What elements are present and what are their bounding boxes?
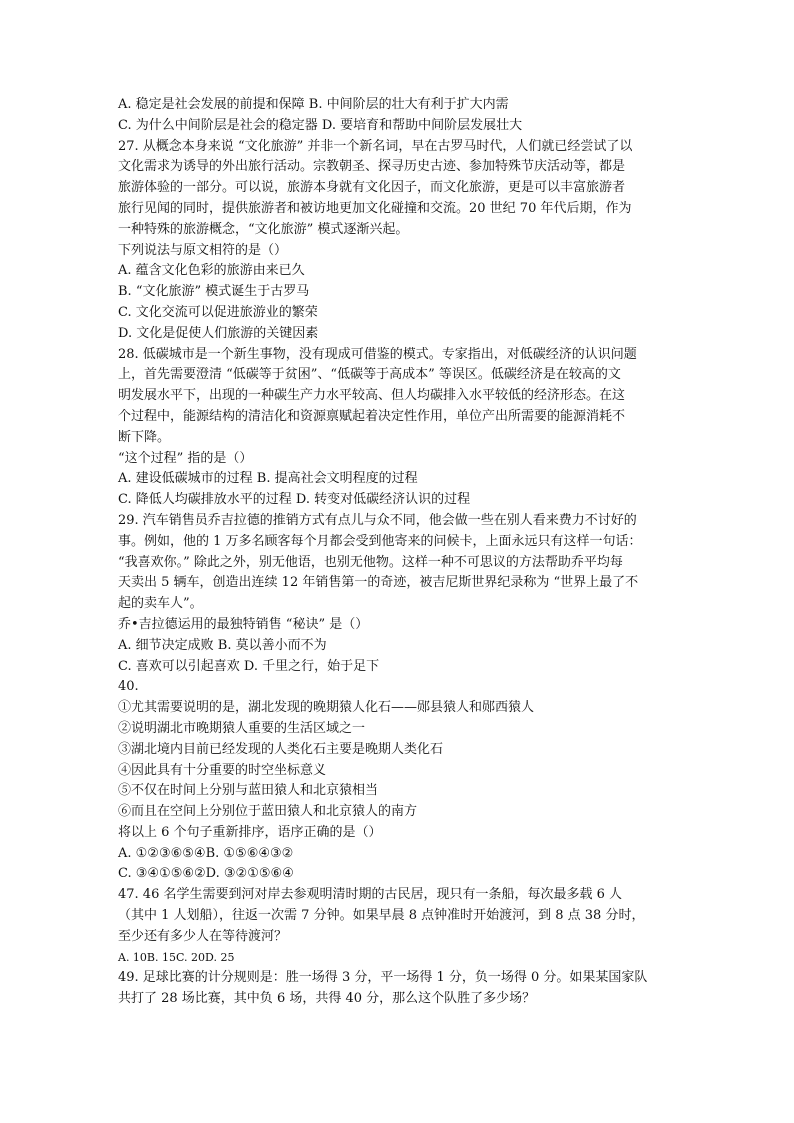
text-line: 上，首先需要澄清 “低碳等于贫困”、“低碳等于高成本” 等误区。低碳经济是在较高的文 [118,367,621,383]
text-line: 旅行见闻的同时，提供旅游者和被访地更加文化碰撞和交流。20 世纪 70 年代后期，作为 [118,200,632,216]
text-line: 天卖出 5 辆车，创造出连续 12 年销售第一的奇迹，被吉尼斯世界纪录称为 “世界上最了不 [118,575,639,591]
text-line: 明发展水平下，出现的一种碳生产力水平较高、但人均碳排入水平较低的经济形态。在这 [118,388,626,404]
text-line: C. ③④①⑤⑥②D. ③②①⑤⑥④ [118,866,294,882]
text-line: ③湖北境内目前已经发现的人类化石主要是晚期人类化石 [118,741,444,757]
text-line: 断下降。 [118,429,171,445]
text-line: “我喜欢你。” 除此之外，别无他语，也别无他物。这样一种不可思议的方法帮助乔平均每 [118,554,623,570]
text-line: （其中 1 人划船），往返一次需 7 分钟。如果早晨 8 点钟准时开始渡河，到 8 点 38 分时， [118,908,645,924]
text-line: C. 文化交流可以促进旅游业的繁荣 [118,304,318,320]
text-line: A. 稳定是社会发展的前提和保障 B. 中间阶层的壮大有利于扩大内需 [118,97,509,112]
text-line: ②说明湖北市晚期猿人重要的生活区域之一 [118,720,366,736]
document-page [118,95,678,1010]
text-line: 乔•吉拉德运用的最独特销售 “秘诀” 是（） [118,616,369,632]
text-line: A. 10B. 15C. 20D. 25 [118,950,235,964]
text-line: A. ①②③⑥⑤④B. ①⑤⑥④③② [118,845,294,861]
text-line: 27. 从概念本身来说 “文化旅游” 并非一个新名词，早在古罗马时代，人们就已经尝试了以 [118,138,633,154]
text-line: 事。例如，他的 1 万多名顾客每个月都会受到他寄来的问候卡，上面永远只有这样一句话： [118,533,642,549]
text-line: 旅游体验的一部分。可以说，旅游本身就有文化因子，而文化旅游，更是可以丰富旅游者 [118,180,626,196]
text-line: 47. 46 名学生需要到河对岸去参观明清时期的古民居，现只有一条船，每次最多载 6 人 [118,887,623,903]
text-line: 至少还有多少人在等待渡河？ [118,928,288,944]
text-line: 49. 足球比赛的计分规则是：胜一场得 3 分，平一场得 1 分，负一场得 0 分。如果某国家队 [118,970,648,986]
text-line: 共打了 28 场比赛，其中负 6 场，共得 40 分，那么这个队胜了多少场？ [118,991,536,1007]
text-line: 个过程中，能源结构的清洁化和资源禀赋起着决定性作用，单位产出所需要的能源消耗不 [118,408,626,424]
text-line: A. 建设低碳城市的过程 B. 提高社会文明程度的过程 [118,471,418,487]
text-line: 29. 汽车销售员乔吉拉德的推销方式有点儿与众不同，他会做一些在别人看来费力不讨好的 [118,512,637,528]
text-line: 文化需求为诱导的外出旅行活动。宗教朝圣、探寻历史古迹、参加特殊节庆活动等，都是 [118,159,626,175]
text-line: ①尤其需要说明的是，湖北发现的晚期猿人化石——郧县猿人和郧西猿人 [118,700,535,716]
text-line: A. 细节决定成败 B. 莫以善小而不为 [118,637,327,653]
text-line: ④因此具有十分重要的时空坐标意义 [118,762,327,778]
text-line: “这个过程” 指的是（） [118,450,253,466]
text-line: ⑤不仅在时间上分别与蓝田猿人和北京猿相当 [118,783,379,799]
text-line: A. 蕴含文化色彩的旅游由来已久 [118,263,305,279]
text-line: C. 降低人均碳排放水平的过程 D. 转变对低碳经济认识的过程 [118,492,471,508]
text-line: 下列说法与原文相符的是（） [118,242,288,258]
text-line: ⑥而且在空间上分别位于蓝田猿人和北京猿人的南方 [118,804,418,820]
text-line: 28. 低碳城市是一个新生事物，没有现成可借鉴的模式。专家指出，对低碳经济的认识问题 [118,346,637,362]
text-line: 40. [118,679,139,695]
text-line: B. “文化旅游” 模式诞生于古罗马 [118,284,310,300]
text-line: 一种特殊的旅游概念，“文化旅游” 模式逐渐兴起。 [118,221,409,237]
text-line: C. 为什么中间阶层是社会的稳定器 D. 要培育和帮助中间阶层发展壮大 [118,117,523,133]
text-line: 起的卖车人”。 [118,596,203,612]
text-line: C. 喜欢可以引起喜欢 D. 千里之行，始于足下 [118,658,380,674]
text-line: 将以上 6 个句子重新排序，语序正确的是（） [118,824,382,840]
text-line: D. 文化是促使人们旅游的关键因素 [118,325,319,341]
